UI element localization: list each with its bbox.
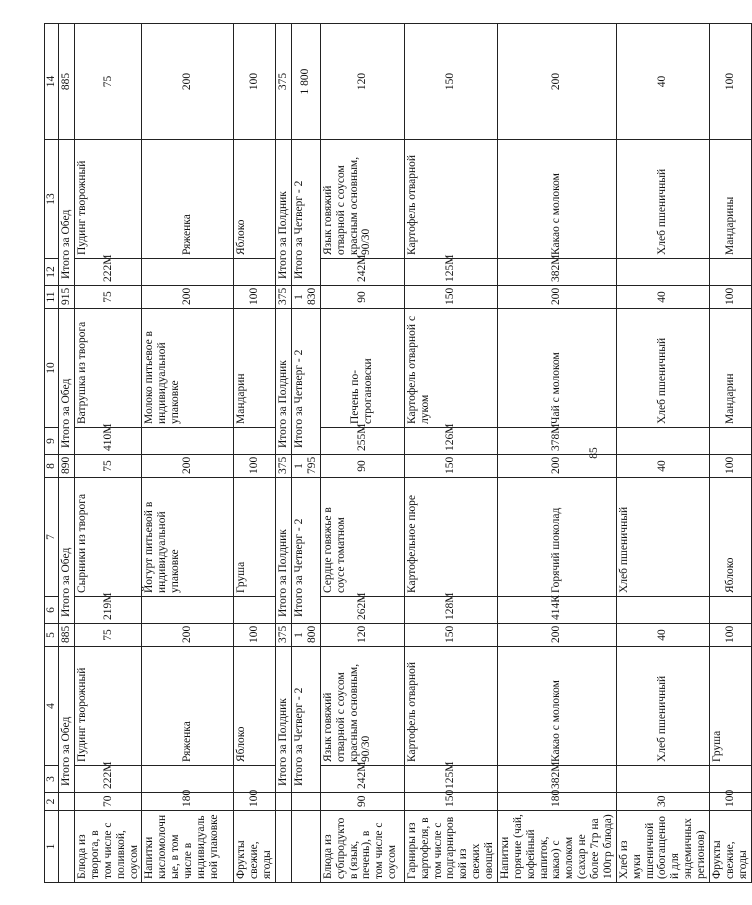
dish-name: Яблоко	[709, 478, 751, 597]
recipe-code: 128М	[404, 597, 497, 624]
column-header: 12	[45, 259, 59, 286]
norm-cell: 180	[497, 793, 616, 811]
category-cell: Фрукты свежие, ягоды	[234, 811, 276, 883]
section-total: 1 795	[292, 455, 321, 478]
section-label: Итого за Полдник	[276, 478, 292, 624]
menu-table	[44, 23, 752, 883]
category-cell: Фрукты свежие, ягоды	[709, 811, 751, 883]
recipe-code: 222М	[75, 259, 142, 286]
table-cell	[276, 811, 292, 883]
section-total: 885	[59, 624, 75, 647]
page-number: 85	[588, 447, 600, 459]
dish-name: Хлеб пшеничный	[616, 647, 709, 766]
section-total: 890	[59, 455, 75, 478]
recipe-code: 219М	[75, 597, 142, 624]
dish-name: Яблоко	[234, 140, 276, 259]
portion-value: 200	[497, 624, 616, 647]
table-cell	[292, 811, 321, 883]
dish-name: Язык говяжий отварной с соусом красным основным, 90/30	[320, 140, 404, 259]
table-cell	[234, 766, 276, 793]
portion-value: 100	[234, 24, 276, 140]
dish-name: Сердце говяжье в соусе томатном	[320, 478, 404, 597]
section-total: 375	[276, 286, 292, 309]
portion-value: 40	[616, 24, 709, 140]
section-label: Итого за Обед	[59, 309, 75, 455]
column-header: 5	[45, 624, 59, 647]
portion-value: 40	[616, 455, 709, 478]
norm-cell: 100	[234, 793, 276, 811]
recipe-code: 414К	[497, 597, 616, 624]
table-row	[616, 24, 709, 883]
dish-name: Картофельное пюре	[404, 478, 497, 597]
recipe-code: 410М	[75, 428, 142, 455]
portion-value: 100	[709, 24, 751, 140]
rotated-page	[36, 13, 749, 893]
section-total: 1 800	[292, 624, 321, 647]
portion-value: 100	[234, 286, 276, 309]
dish-name: Ватрушка из творога	[75, 309, 142, 428]
header-row	[45, 24, 59, 883]
section-total: 1 800	[292, 24, 321, 140]
portion-value: 200	[497, 24, 616, 140]
table-cell	[709, 597, 751, 624]
category-cell: Напитки горячие (чай, кофейный напиток, какао) с молоком (сахар не более 7гр на 100гр блюда)	[497, 811, 616, 883]
dish-name: Хлеб пшеничный	[616, 140, 709, 259]
section-row	[276, 24, 292, 883]
column-header: 4	[45, 647, 59, 766]
table-cell	[142, 597, 234, 624]
portion-value: 150	[404, 624, 497, 647]
dish-name: Картофель отварной	[404, 140, 497, 259]
portion-value: 100	[709, 624, 751, 647]
section-row	[59, 24, 75, 883]
table-cell	[142, 766, 234, 793]
portion-value: 40	[616, 286, 709, 309]
table-row	[320, 24, 404, 883]
section-label: Итого за Четверг - 2	[292, 140, 321, 286]
table-cell	[292, 793, 321, 811]
table-cell	[234, 428, 276, 455]
table-cell	[234, 597, 276, 624]
dish-name: Йогурт питьевой в индивидуальной упаковке	[142, 478, 234, 597]
portion-value: 200	[497, 455, 616, 478]
portion-value: 200	[142, 624, 234, 647]
column-header: 8	[45, 455, 59, 478]
table-cell	[142, 259, 234, 286]
section-total: 375	[276, 24, 292, 140]
section-label: Итого за Обед	[59, 647, 75, 793]
norm-cell: 30	[616, 793, 709, 811]
recipe-code: 242М	[320, 766, 404, 793]
section-total: 915	[59, 286, 75, 309]
portion-value: 200	[497, 286, 616, 309]
section-label: Итого за Четверг - 2	[292, 647, 321, 793]
dish-name: Горячий шоколад	[497, 478, 616, 597]
section-label: Итого за Полдник	[276, 647, 292, 793]
recipe-code: 125М	[404, 259, 497, 286]
column-header: 11	[45, 286, 59, 309]
dish-name: Мандарин	[709, 309, 751, 428]
dish-name: Груша	[234, 478, 276, 597]
column-header: 9	[45, 428, 59, 455]
portion-value: 120	[320, 624, 404, 647]
portion-value: 75	[75, 286, 142, 309]
dish-name: Яблоко	[234, 647, 276, 766]
table-cell	[616, 259, 709, 286]
table-cell	[59, 811, 75, 883]
table-row	[234, 24, 276, 883]
column-header: 2	[45, 793, 59, 811]
recipe-code: 262М	[320, 597, 404, 624]
dish-name: Мандарины	[709, 140, 751, 259]
dish-name: Хлеб пшеничный	[616, 478, 709, 597]
table-row	[404, 24, 497, 883]
recipe-code: 255М	[320, 428, 404, 455]
dish-name: Мандарин	[234, 309, 276, 428]
table-cell	[709, 259, 751, 286]
recipe-code: 382М	[497, 259, 616, 286]
section-total: 375	[276, 455, 292, 478]
section-label: Итого за Полдник	[276, 140, 292, 286]
portion-value: 100	[709, 286, 751, 309]
dish-name: Пудинг творожный	[75, 647, 142, 766]
column-header: 3	[45, 766, 59, 793]
section-row	[292, 24, 321, 883]
section-label: Итого за Четверг - 2	[292, 309, 321, 455]
recipe-code: 242М	[320, 259, 404, 286]
dish-name: Хлеб пшеничный	[616, 309, 709, 428]
portion-value: 90	[320, 286, 404, 309]
section-label: Итого за Обед	[59, 140, 75, 286]
table-cell	[616, 597, 709, 624]
portion-value: 200	[142, 455, 234, 478]
recipe-code: 222М	[75, 766, 142, 793]
dish-name: Молоко питьевое в индивидуальной упаковке	[142, 309, 234, 428]
norm-cell: 70	[75, 793, 142, 811]
column-header: 1	[45, 811, 59, 883]
column-header: 10	[45, 309, 59, 428]
dish-name: Картофель отварной с луком	[404, 309, 497, 428]
dish-name: Чай с молоком	[497, 309, 616, 428]
portion-value: 100	[709, 455, 751, 478]
table-cell	[616, 428, 709, 455]
dish-name: Печень по-строгановски	[320, 309, 404, 428]
dish-name: Сырники из творога	[75, 478, 142, 597]
dish-name: Ряженка	[142, 140, 234, 259]
table-cell	[59, 793, 75, 811]
table-cell	[616, 766, 709, 793]
table-cell	[234, 259, 276, 286]
column-header: 7	[45, 478, 59, 597]
dish-name: Ряженка	[142, 647, 234, 766]
category-cell: Хлеб из муки пшеничной (обогащенной для эндемичных регионов)	[616, 811, 709, 883]
table-row	[709, 24, 751, 883]
dish-name: Язык говяжий отварной с соусом красным основным, 90/30	[320, 647, 404, 766]
norm-cell: 150	[404, 793, 497, 811]
table-cell	[142, 428, 234, 455]
column-header: 6	[45, 597, 59, 624]
section-label: Итого за Четверг - 2	[292, 478, 321, 624]
dish-name: Какао с молоком	[497, 647, 616, 766]
category-cell: Блюда из творога, в том числе с поливкой, соусом	[75, 811, 142, 883]
table-cell	[709, 428, 751, 455]
table-cell	[276, 793, 292, 811]
dish-name: Пудинг творожный	[75, 140, 142, 259]
portion-value: 200	[142, 24, 234, 140]
category-cell: Гарниры из картофеля, в том числе с подгарнировкой из свежих овощей	[404, 811, 497, 883]
portion-value: 100	[234, 624, 276, 647]
portion-value: 150	[404, 286, 497, 309]
norm-cell: 90	[320, 793, 404, 811]
portion-value: 150	[404, 24, 497, 140]
portion-value: 90	[320, 455, 404, 478]
recipe-code: 126М	[404, 428, 497, 455]
dish-name: Какао с молоком	[497, 140, 616, 259]
portion-value: 150	[404, 455, 497, 478]
table-cell	[709, 766, 751, 793]
dish-name: Груша	[709, 647, 751, 766]
category-cell: Напитки кисломолочные, в том числе в индивидуальной упаковке	[142, 811, 234, 883]
dish-name: Картофель отварной	[404, 647, 497, 766]
table-row	[142, 24, 234, 883]
section-total: 885	[59, 24, 75, 140]
portion-value: 75	[75, 455, 142, 478]
column-header: 14	[45, 24, 59, 140]
category-cell: Блюда из субпродуктов (язык, печень), в том числе с соусом	[320, 811, 404, 883]
portion-value: 120	[320, 24, 404, 140]
section-total: 375	[276, 624, 292, 647]
portion-value: 75	[75, 24, 142, 140]
norm-cell: 180	[142, 793, 234, 811]
recipe-code: 125М	[404, 766, 497, 793]
portion-value: 40	[616, 624, 709, 647]
section-label: Итого за Обед	[59, 478, 75, 624]
column-header: 13	[45, 140, 59, 259]
section-total: 1 830	[292, 286, 321, 309]
portion-value: 75	[75, 624, 142, 647]
portion-value: 100	[234, 455, 276, 478]
table-row	[75, 24, 142, 883]
portion-value: 200	[142, 286, 234, 309]
norm-cell: 100	[709, 793, 751, 811]
recipe-code: 382М	[497, 766, 616, 793]
section-label: Итого за Полдник	[276, 309, 292, 455]
recipe-code: 378М	[497, 428, 616, 455]
